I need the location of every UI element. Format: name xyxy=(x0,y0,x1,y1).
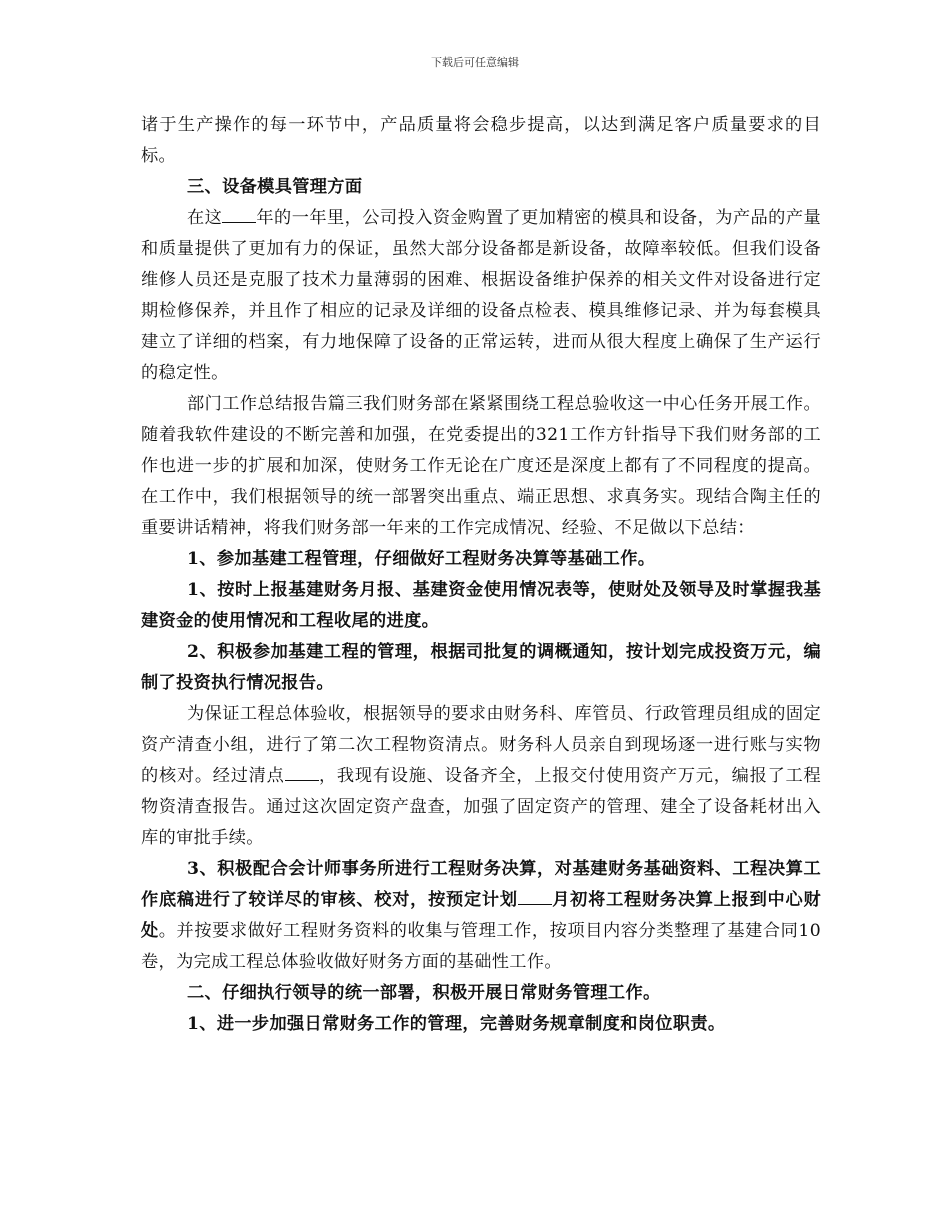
section-heading-construction: 1、参加基建工程管理，仔细做好工程财务决算等基础工作。 xyxy=(187,549,656,569)
blank-underline xyxy=(285,766,319,781)
item-daily-management: 1、进一步加强日常财务工作的管理，完善财务规章制度和岗位职责。 xyxy=(187,1014,726,1034)
page-header: 下载后可任意编辑 xyxy=(431,56,519,69)
blank-underline xyxy=(518,890,552,905)
paragraph-text: 年的一年里，公司投入资金购置了更加精密的模具和设备，为产品的产量和质量提供了更加有力的保证，虽然大部分设备都是新设备，故障率较低。但我们设备维修人员还是克服了技术力量薄弱的困难、根据设备维护保养的相关文件对设备进行定期检修保养，并且作了相应的记录及详细的设备点检表、模具维修记录、并为每套模具建立了详细的档案，有力地保障了设备的正常运转，进而从很大程度上确保了生产运行的稳定性。 xyxy=(141,208,821,383)
paragraph-continuation: 诸于生产操作的每一环节中，产品质量将会稳步提高，以达到满足客户质量要求的目标。 xyxy=(141,115,821,166)
paragraph-text-bold: 月初将工程财务决算上报到中心财处 xyxy=(141,890,821,941)
section-heading-daily-finance: 二、仔细执行领导的统一部署，积极开展日常财务管理工作。 xyxy=(187,983,661,1003)
document-body xyxy=(141,110,821,1040)
paragraph-text: 为保证工程总体验收，根据领导的要求由财务科、库管员、行政管理员组成的固定资产清查小组，进行了第二次工程物资清点。财务科人员亲自到现场逐一进行账与实物的核对。经过清点 xyxy=(141,704,821,786)
paragraph-finance-intro: 部门工作总结报告篇三我们财务部在紧紧围绕工程总验收这一中心任务开展工作。随着我软件建设的不断完善和加强，在党委提出的321工作方针指导下我们财务部的工作也进一步的扩展和加深，使财务工作无论在广度还是深度上都有了不同程度的提高。在工作中，我们根据领导的统一部署突出重点、端正思想、求真务实。现结合陶主任的重要讲话精神，将我们财务部一年来的工作完成情况、经验、不足做以下总结： xyxy=(141,394,821,538)
section-heading-equipment: 三、设备模具管理方面 xyxy=(187,177,363,197)
paragraph-text-bold: 3、积极配合会计师事务所进行工程财务决算，对基建财务基础资料、工程决算工作底稿进行了较详尽的审核、校对，按预定计划 xyxy=(141,859,821,910)
item-accounting-audit xyxy=(141,854,821,978)
blank-underline xyxy=(222,208,256,223)
paragraph-equipment xyxy=(141,203,821,389)
paragraph-text: 。并按要求做好工程财务资料的收集与管理工作，按项目内容分类整理了基建合同10卷，为完成工程总体验收做好财务方面的基础性工作。 xyxy=(141,921,821,972)
item-monthly-report: 1、按时上报基建财务月报、基建资金使用情况表等，使财处及领导及时掌握我基建资金的使用情况和工程收尾的进度。 xyxy=(141,580,821,631)
paragraph-asset-check xyxy=(141,699,821,854)
paragraph-text: ，我现有设施、设备齐全，上报交付使用资产万元，编报了工程物资清查报告。通过这次固定资产盘查，加强了固定资产的管理、建全了设备耗材出入库的审批手续。 xyxy=(141,766,821,848)
item-construction-management: 2、积极参加基建工程的管理，根据司批复的调概通知，按计划完成投资万元，编制了投资执行情况报告。 xyxy=(141,642,821,693)
paragraph-text: 在这 xyxy=(187,208,223,228)
